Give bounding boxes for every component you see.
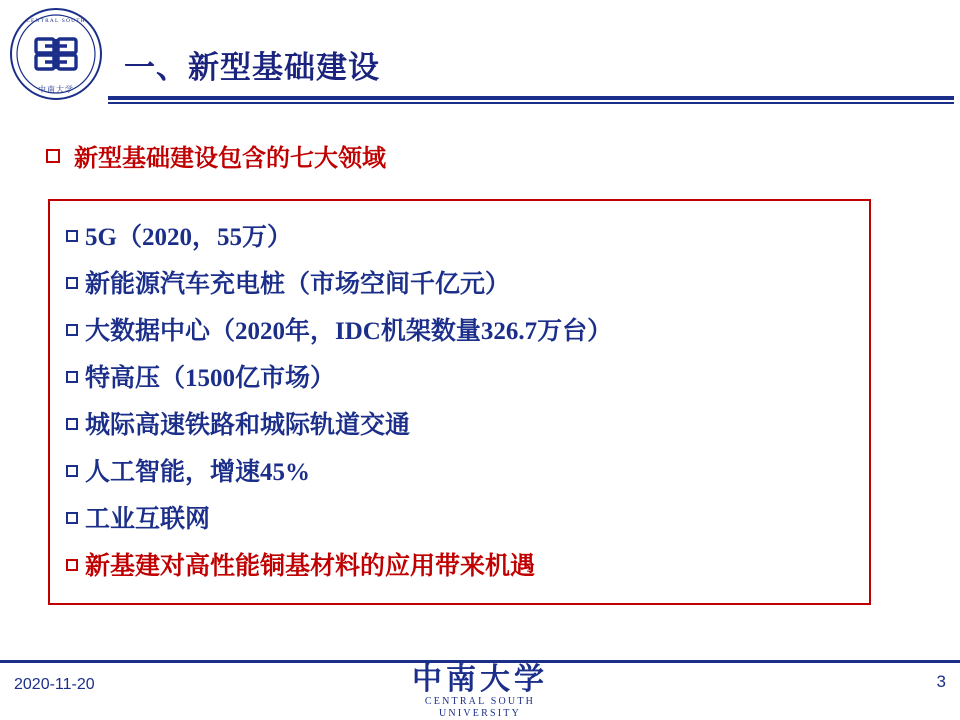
list-item-label: 5G（2020，55万） (85, 224, 292, 251)
square-bullet-icon (66, 559, 78, 571)
square-bullet-icon (66, 465, 78, 477)
list-item-label: 新能源汽车充电桩（市场空间千亿元） (85, 271, 511, 298)
section-subtitle-label: 新型基础建设包含的七大领域 (74, 146, 386, 172)
list-item-label: 大数据中心（2020年，IDC机架数量326.7万台） (85, 318, 613, 345)
square-bullet-icon (66, 277, 78, 289)
svg-text:中南大学: 中南大学 (38, 85, 74, 94)
content-box (48, 199, 871, 605)
square-bullet-icon (46, 149, 60, 163)
university-seal-icon (8, 6, 104, 102)
footer-date: 2020-11-20 (14, 676, 95, 693)
list-item-highlighted (66, 546, 869, 593)
square-bullet-icon (66, 324, 78, 336)
list-item-label: 工业互联网 (85, 506, 211, 533)
page-title: 一、新型基础建设 (124, 50, 380, 85)
list-item (66, 311, 869, 358)
section-subtitle (46, 138, 386, 173)
header-divider (108, 96, 954, 100)
square-bullet-icon (66, 371, 78, 383)
list-item (66, 358, 869, 405)
page-number: 3 (936, 672, 946, 691)
square-bullet-icon (66, 230, 78, 242)
list-item-label: 人工智能，增速45% (85, 459, 311, 486)
list-item-label: 新基建对高性能铜基材料的应用带来机遇 (85, 553, 536, 580)
footer-logo-cn: 中南大学 (412, 663, 548, 696)
list-item-label: 特高压（1500亿市场） (85, 365, 336, 392)
header-divider-thin (108, 102, 954, 104)
footer-university-logo (390, 664, 570, 720)
list-item (66, 264, 869, 311)
square-bullet-icon (66, 512, 78, 524)
slide-header (0, 0, 960, 108)
list-item (66, 405, 869, 452)
list-item (66, 452, 869, 499)
square-bullet-icon (66, 418, 78, 430)
footer-logo-en: CENTRAL SOUTH UNIVERSITY (424, 696, 536, 719)
list-item-label: 城际高速铁路和城际轨道交通 (85, 412, 411, 439)
list-item (66, 217, 869, 264)
svg-text:CENTRAL SOUTH: CENTRAL SOUTH (26, 18, 86, 24)
list-item (66, 499, 869, 546)
